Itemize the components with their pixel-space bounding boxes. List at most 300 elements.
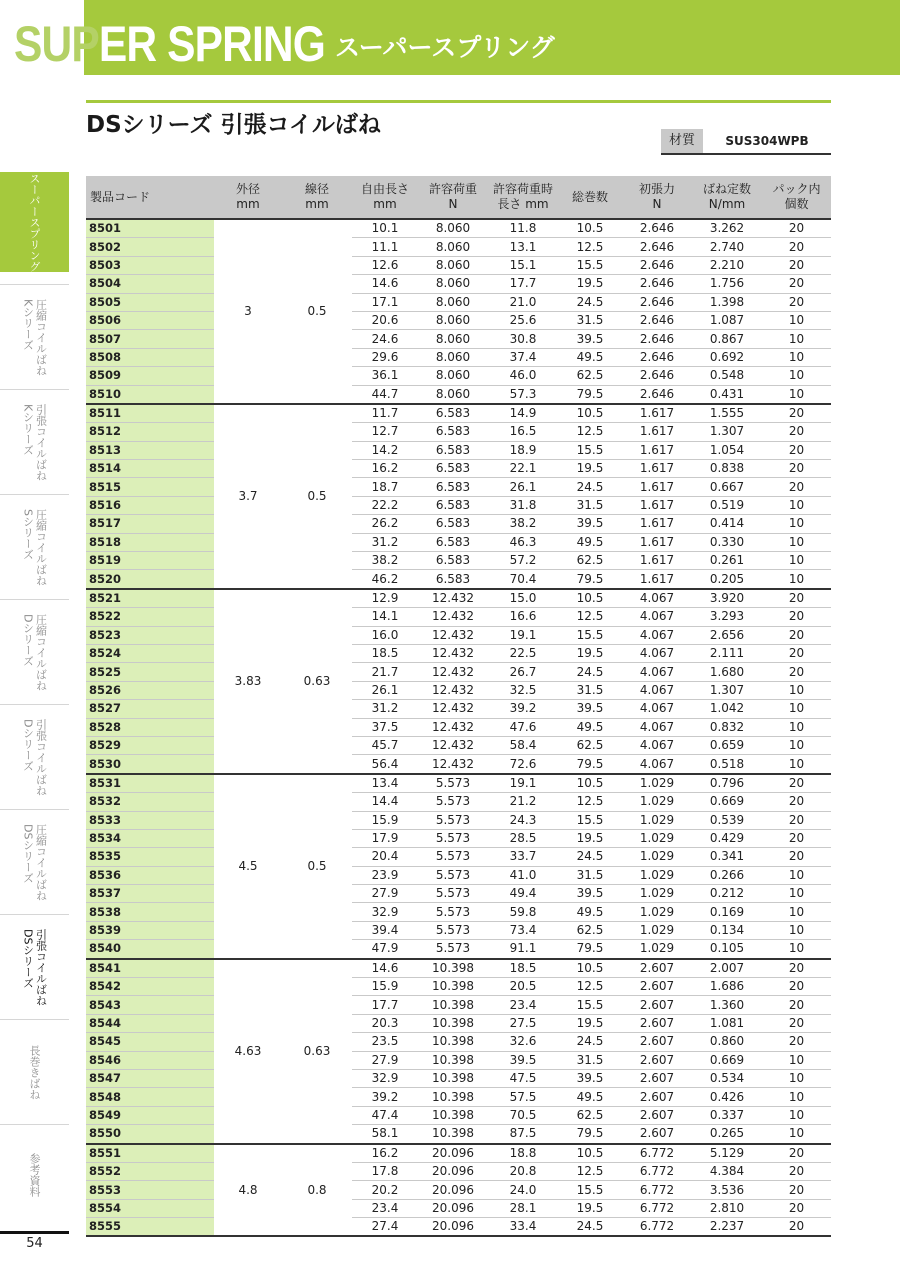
cell-product-code: 8506 [86, 311, 214, 329]
cell-turns: 12.5 [558, 1162, 622, 1180]
cell-turns: 10.5 [558, 589, 622, 608]
cell-product-code: 8526 [86, 681, 214, 699]
cell-spring-rate: 3.920 [692, 589, 762, 608]
cell-product-code: 8528 [86, 718, 214, 736]
cell-spring-rate: 0.426 [692, 1088, 762, 1106]
cell-allow-load: 6.583 [418, 423, 488, 441]
cell-allow-length: 24.3 [488, 811, 558, 829]
cell-free-length: 20.4 [352, 848, 418, 866]
cell-initial-tension: 1.029 [622, 903, 692, 921]
cell-pack-qty: 10 [762, 903, 831, 921]
cell-product-code: 8531 [86, 774, 214, 793]
cell-allow-load: 5.573 [418, 811, 488, 829]
cell-turns: 12.5 [558, 608, 622, 626]
cell-free-length: 32.9 [352, 903, 418, 921]
cell-pack-qty: 10 [762, 385, 831, 404]
cell-initial-tension: 1.617 [622, 515, 692, 533]
cell-pack-qty: 20 [762, 441, 831, 459]
cell-pack-qty: 20 [762, 644, 831, 662]
table-row [86, 496, 831, 514]
cell-spring-rate: 1.686 [692, 978, 762, 996]
cell-product-code: 8503 [86, 256, 214, 274]
cell-turns: 19.5 [558, 829, 622, 847]
cell-wire-diameter: 0.63 [282, 959, 352, 1144]
cell-allow-load: 10.398 [418, 1106, 488, 1124]
cell-turns: 62.5 [558, 1106, 622, 1124]
cell-product-code: 8542 [86, 978, 214, 996]
cell-spring-rate: 0.261 [692, 552, 762, 570]
cell-turns: 10.5 [558, 404, 622, 423]
sidenav-item-4[interactable] [0, 599, 69, 704]
cell-allow-length: 16.6 [488, 608, 558, 626]
cell-allow-load: 5.573 [418, 829, 488, 847]
cell-turns: 31.5 [558, 1051, 622, 1069]
cell-allow-length: 20.8 [488, 1162, 558, 1180]
cell-allow-length: 87.5 [488, 1125, 558, 1144]
cell-spring-rate: 0.867 [692, 330, 762, 348]
cell-pack-qty: 20 [762, 423, 831, 441]
cell-spring-rate: 1.555 [692, 404, 762, 423]
cell-product-code: 8508 [86, 348, 214, 366]
cell-free-length: 11.1 [352, 238, 418, 256]
sidenav-item-label: 長巻きばね [28, 1044, 41, 1100]
cell-pack-qty: 20 [762, 848, 831, 866]
cell-allow-load: 8.060 [418, 293, 488, 311]
table-row [86, 1162, 831, 1180]
table-row [86, 552, 831, 570]
cell-initial-tension: 4.067 [622, 589, 692, 608]
cell-allow-length: 57.5 [488, 1088, 558, 1106]
sidenav-item-label: 圧縮コイルばね Sシリーズ [21, 508, 48, 586]
brand-logo-part1: SUP [14, 16, 99, 72]
sidenav-item-2[interactable] [0, 389, 69, 494]
cell-product-code: 8505 [86, 293, 214, 311]
cell-pack-qty: 20 [762, 275, 831, 293]
table-row [86, 478, 831, 496]
cell-free-length: 21.7 [352, 663, 418, 681]
cell-initial-tension: 2.646 [622, 330, 692, 348]
cell-allow-length: 57.2 [488, 552, 558, 570]
cell-initial-tension: 1.617 [622, 478, 692, 496]
cell-product-code: 8541 [86, 959, 214, 978]
table-row [86, 940, 831, 959]
cell-pack-qty: 10 [762, 1088, 831, 1106]
sidenav-item-label: 引張コイルばね Dシリーズ [21, 718, 48, 796]
cell-pack-qty: 20 [762, 1199, 831, 1217]
cell-allow-load: 10.398 [418, 1033, 488, 1051]
cell-product-code: 8553 [86, 1181, 214, 1199]
cell-free-length: 10.1 [352, 219, 418, 238]
cell-free-length: 27.9 [352, 885, 418, 903]
cell-allow-length: 25.6 [488, 311, 558, 329]
cell-initial-tension: 1.029 [622, 866, 692, 884]
cell-turns: 31.5 [558, 496, 622, 514]
cell-turns: 62.5 [558, 921, 622, 939]
cell-turns: 39.5 [558, 330, 622, 348]
cell-free-length: 29.6 [352, 348, 418, 366]
table-body [86, 219, 831, 1236]
cell-outer-diameter: 3 [214, 219, 282, 404]
cell-pack-qty: 20 [762, 996, 831, 1014]
cell-allow-length: 47.5 [488, 1069, 558, 1087]
cell-allow-length: 22.5 [488, 644, 558, 662]
cell-pack-qty: 20 [762, 626, 831, 644]
cell-product-code: 8537 [86, 885, 214, 903]
cell-product-code: 8548 [86, 1088, 214, 1106]
cell-spring-rate: 1.054 [692, 441, 762, 459]
table-row [86, 755, 831, 774]
table-header-row [86, 176, 831, 219]
cell-product-code: 8539 [86, 921, 214, 939]
cell-spring-rate: 0.105 [692, 940, 762, 959]
cell-turns: 10.5 [558, 774, 622, 793]
cell-free-length: 46.2 [352, 570, 418, 589]
cell-turns: 39.5 [558, 885, 622, 903]
cell-initial-tension: 1.029 [622, 793, 692, 811]
cell-pack-qty: 20 [762, 293, 831, 311]
table-row [86, 793, 831, 811]
cell-allow-load: 10.398 [418, 959, 488, 978]
cell-turns: 24.5 [558, 1033, 622, 1051]
sidenav-item-3[interactable] [0, 494, 69, 599]
cell-product-code: 8540 [86, 940, 214, 959]
cell-allow-load: 10.398 [418, 996, 488, 1014]
cell-spring-rate: 0.796 [692, 774, 762, 793]
cell-allow-length: 30.8 [488, 330, 558, 348]
cell-allow-load: 12.432 [418, 589, 488, 608]
page-number: 54 [26, 1236, 43, 1251]
cell-spring-rate: 2.007 [692, 959, 762, 978]
table-row [86, 423, 831, 441]
cell-initial-tension: 2.607 [622, 1014, 692, 1032]
cell-spring-rate: 0.838 [692, 460, 762, 478]
header-turns: 総巻数 [558, 176, 622, 219]
cell-free-length: 18.7 [352, 478, 418, 496]
cell-pack-qty: 20 [762, 829, 831, 847]
cell-initial-tension: 6.772 [622, 1218, 692, 1237]
cell-product-code: 8516 [86, 496, 214, 514]
cell-product-code: 8523 [86, 626, 214, 644]
cell-free-length: 14.1 [352, 608, 418, 626]
cell-pack-qty: 10 [762, 921, 831, 939]
cell-initial-tension: 2.607 [622, 978, 692, 996]
cell-product-code: 8514 [86, 460, 214, 478]
cell-allow-load: 8.060 [418, 275, 488, 293]
cell-spring-rate: 2.740 [692, 238, 762, 256]
cell-initial-tension: 1.617 [622, 404, 692, 423]
header-allow-length: 許容荷重時 長さ mm [488, 176, 558, 219]
table-row [86, 1051, 831, 1069]
header-od: 外径 mm [214, 176, 282, 219]
table-row [86, 608, 831, 626]
cell-spring-rate: 2.111 [692, 644, 762, 662]
table-row [86, 1033, 831, 1051]
cell-allow-length: 73.4 [488, 921, 558, 939]
sidenav-item-8[interactable] [0, 1019, 69, 1124]
cell-turns: 15.5 [558, 1181, 622, 1199]
table-row [86, 626, 831, 644]
cell-allow-load: 12.432 [418, 681, 488, 699]
cell-turns: 62.5 [558, 552, 622, 570]
cell-spring-rate: 2.656 [692, 626, 762, 644]
cell-turns: 39.5 [558, 515, 622, 533]
cell-turns: 12.5 [558, 238, 622, 256]
table-row [86, 885, 831, 903]
cell-product-code: 8552 [86, 1162, 214, 1180]
cell-product-code: 8538 [86, 903, 214, 921]
cell-spring-rate: 0.519 [692, 496, 762, 514]
cell-free-length: 17.1 [352, 293, 418, 311]
cell-allow-load: 10.398 [418, 1014, 488, 1032]
cell-product-code: 8551 [86, 1144, 214, 1163]
cell-turns: 31.5 [558, 681, 622, 699]
cell-initial-tension: 2.607 [622, 1069, 692, 1087]
cell-allow-length: 16.5 [488, 423, 558, 441]
cell-spring-rate: 1.756 [692, 275, 762, 293]
cell-allow-load: 8.060 [418, 311, 488, 329]
cell-spring-rate: 0.337 [692, 1106, 762, 1124]
cell-spring-rate: 1.680 [692, 663, 762, 681]
sidenav-item-7[interactable] [0, 914, 69, 1019]
cell-allow-load: 8.060 [418, 256, 488, 274]
cell-turns: 49.5 [558, 1088, 622, 1106]
cell-product-code: 8517 [86, 515, 214, 533]
cell-spring-rate: 0.414 [692, 515, 762, 533]
cell-pack-qty: 10 [762, 755, 831, 774]
cell-turns: 62.5 [558, 736, 622, 754]
cell-pack-qty: 20 [762, 978, 831, 996]
cell-allow-length: 41.0 [488, 866, 558, 884]
cell-product-code: 8515 [86, 478, 214, 496]
cell-turns: 49.5 [558, 348, 622, 366]
cell-allow-length: 31.8 [488, 496, 558, 514]
table-row [86, 959, 831, 978]
cell-spring-rate: 0.832 [692, 718, 762, 736]
table-row [86, 515, 831, 533]
table-row [86, 1199, 831, 1217]
cell-allow-load: 6.583 [418, 515, 488, 533]
cell-free-length: 23.5 [352, 1033, 418, 1051]
cell-pack-qty: 10 [762, 330, 831, 348]
cell-allow-load: 5.573 [418, 774, 488, 793]
cell-allow-load: 10.398 [418, 1125, 488, 1144]
brand-logo-part2: ER SPRING [98, 16, 325, 72]
cell-free-length: 23.9 [352, 866, 418, 884]
cell-free-length: 31.2 [352, 700, 418, 718]
cell-product-code: 8527 [86, 700, 214, 718]
cell-pack-qty: 10 [762, 736, 831, 754]
cell-spring-rate: 2.810 [692, 1199, 762, 1217]
cell-wire-diameter: 0.63 [282, 589, 352, 774]
cell-pack-qty: 20 [762, 1162, 831, 1180]
table-row [86, 1088, 831, 1106]
sidenav-item-5[interactable] [0, 704, 69, 809]
cell-pack-qty: 20 [762, 811, 831, 829]
cell-product-code: 8525 [86, 663, 214, 681]
cell-turns: 49.5 [558, 718, 622, 736]
cell-turns: 15.5 [558, 996, 622, 1014]
cell-pack-qty: 10 [762, 496, 831, 514]
cell-allow-load: 12.432 [418, 608, 488, 626]
cell-allow-load: 6.583 [418, 496, 488, 514]
cell-free-length: 14.6 [352, 959, 418, 978]
cell-product-code: 8522 [86, 608, 214, 626]
cell-free-length: 37.5 [352, 718, 418, 736]
cell-spring-rate: 1.307 [692, 681, 762, 699]
cell-allow-length: 37.4 [488, 348, 558, 366]
cell-product-code: 8529 [86, 736, 214, 754]
cell-initial-tension: 1.029 [622, 885, 692, 903]
material-box [661, 129, 831, 155]
cell-initial-tension: 6.772 [622, 1199, 692, 1217]
cell-initial-tension: 2.646 [622, 385, 692, 404]
sidenav-item-1[interactable] [0, 284, 69, 389]
cell-allow-length: 70.5 [488, 1106, 558, 1124]
cell-allow-length: 38.2 [488, 515, 558, 533]
cell-pack-qty: 20 [762, 1218, 831, 1237]
cell-pack-qty: 10 [762, 367, 831, 385]
table-row [86, 1125, 831, 1144]
sidenav-item-9[interactable] [0, 1124, 69, 1224]
cell-product-code: 8509 [86, 367, 214, 385]
cell-free-length: 47.9 [352, 940, 418, 959]
cell-initial-tension: 2.646 [622, 348, 692, 366]
cell-initial-tension: 2.607 [622, 959, 692, 978]
cell-wire-diameter: 0.5 [282, 404, 352, 589]
table-row [86, 311, 831, 329]
table-row [86, 811, 831, 829]
cell-pack-qty: 10 [762, 718, 831, 736]
table-row [86, 903, 831, 921]
cell-pack-qty: 10 [762, 940, 831, 959]
cell-pack-qty: 20 [762, 608, 831, 626]
cell-spring-rate: 3.262 [692, 219, 762, 238]
table-row [86, 293, 831, 311]
cell-free-length: 26.1 [352, 681, 418, 699]
cell-allow-load: 12.432 [418, 736, 488, 754]
sidenav-item-label: 圧縮コイルばね Kシリーズ [21, 298, 48, 376]
cell-initial-tension: 2.607 [622, 1088, 692, 1106]
table-row [86, 367, 831, 385]
cell-free-length: 20.3 [352, 1014, 418, 1032]
cell-allow-length: 27.5 [488, 1014, 558, 1032]
cell-spring-rate: 0.548 [692, 367, 762, 385]
cell-wire-diameter: 0.5 [282, 219, 352, 404]
cell-allow-load: 6.583 [418, 552, 488, 570]
cell-initial-tension: 6.772 [622, 1181, 692, 1199]
table-row [86, 736, 831, 754]
cell-allow-load: 20.096 [418, 1218, 488, 1237]
cell-spring-rate: 0.669 [692, 1051, 762, 1069]
cell-spring-rate: 0.667 [692, 478, 762, 496]
sidenav-item-label: 引張コイルばね Kシリーズ [21, 403, 48, 481]
cell-initial-tension: 1.617 [622, 423, 692, 441]
cell-free-length: 44.7 [352, 385, 418, 404]
cell-initial-tension: 4.067 [622, 718, 692, 736]
cell-allow-length: 49.4 [488, 885, 558, 903]
cell-pack-qty: 20 [762, 793, 831, 811]
sidenav-item-0[interactable] [0, 172, 69, 272]
cell-allow-length: 15.1 [488, 256, 558, 274]
cell-free-length: 47.4 [352, 1106, 418, 1124]
cell-turns: 15.5 [558, 811, 622, 829]
table-row [86, 700, 831, 718]
cell-turns: 10.5 [558, 959, 622, 978]
cell-pack-qty: 20 [762, 1033, 831, 1051]
cell-free-length: 26.2 [352, 515, 418, 533]
cell-allow-load: 6.583 [418, 533, 488, 551]
cell-initial-tension: 4.067 [622, 736, 692, 754]
cell-outer-diameter: 3.7 [214, 404, 282, 589]
cell-allow-load: 20.096 [418, 1199, 488, 1217]
sidenav-item-label: 引張コイルばね DSシリーズ [21, 928, 48, 1006]
cell-allow-load: 20.096 [418, 1144, 488, 1163]
cell-allow-length: 58.4 [488, 736, 558, 754]
material-label: 材質 [661, 129, 703, 153]
cell-allow-length: 32.6 [488, 1033, 558, 1051]
cell-allow-length: 23.4 [488, 996, 558, 1014]
cell-initial-tension: 4.067 [622, 626, 692, 644]
cell-pack-qty: 10 [762, 348, 831, 366]
cell-product-code: 8512 [86, 423, 214, 441]
cell-pack-qty: 20 [762, 774, 831, 793]
cell-spring-rate: 0.534 [692, 1069, 762, 1087]
cell-spring-rate: 0.265 [692, 1125, 762, 1144]
cell-allow-length: 21.2 [488, 793, 558, 811]
cell-pack-qty: 10 [762, 533, 831, 551]
header-initial-tension: 初張力 N [622, 176, 692, 219]
cell-initial-tension: 4.067 [622, 644, 692, 662]
cell-initial-tension: 2.646 [622, 311, 692, 329]
cell-spring-rate: 0.205 [692, 570, 762, 589]
cell-initial-tension: 1.029 [622, 940, 692, 959]
cell-allow-length: 11.8 [488, 219, 558, 238]
table-row [86, 330, 831, 348]
cell-turns: 31.5 [558, 311, 622, 329]
cell-initial-tension: 1.029 [622, 829, 692, 847]
cell-product-code: 8519 [86, 552, 214, 570]
cell-turns: 19.5 [558, 1014, 622, 1032]
cell-pack-qty: 20 [762, 663, 831, 681]
cell-allow-load: 6.583 [418, 404, 488, 423]
cell-product-code: 8502 [86, 238, 214, 256]
cell-initial-tension: 4.067 [622, 681, 692, 699]
sidenav-item-6[interactable] [0, 809, 69, 914]
cell-turns: 15.5 [558, 256, 622, 274]
cell-turns: 10.5 [558, 1144, 622, 1163]
cell-product-code: 8534 [86, 829, 214, 847]
cell-initial-tension: 4.067 [622, 663, 692, 681]
table-row [86, 1014, 831, 1032]
cell-free-length: 17.7 [352, 996, 418, 1014]
cell-outer-diameter: 4.63 [214, 959, 282, 1144]
table-row [86, 718, 831, 736]
cell-free-length: 12.7 [352, 423, 418, 441]
cell-turns: 24.5 [558, 663, 622, 681]
table-row [86, 681, 831, 699]
cell-spring-rate: 0.692 [692, 348, 762, 366]
cell-outer-diameter: 3.83 [214, 589, 282, 774]
cell-spring-rate: 0.212 [692, 885, 762, 903]
cell-pack-qty: 20 [762, 460, 831, 478]
cell-turns: 31.5 [558, 866, 622, 884]
cell-free-length: 13.4 [352, 774, 418, 793]
cell-initial-tension: 4.067 [622, 700, 692, 718]
cell-initial-tension: 1.617 [622, 533, 692, 551]
table-row [86, 533, 831, 551]
cell-initial-tension: 4.067 [622, 608, 692, 626]
cell-allow-length: 13.1 [488, 238, 558, 256]
